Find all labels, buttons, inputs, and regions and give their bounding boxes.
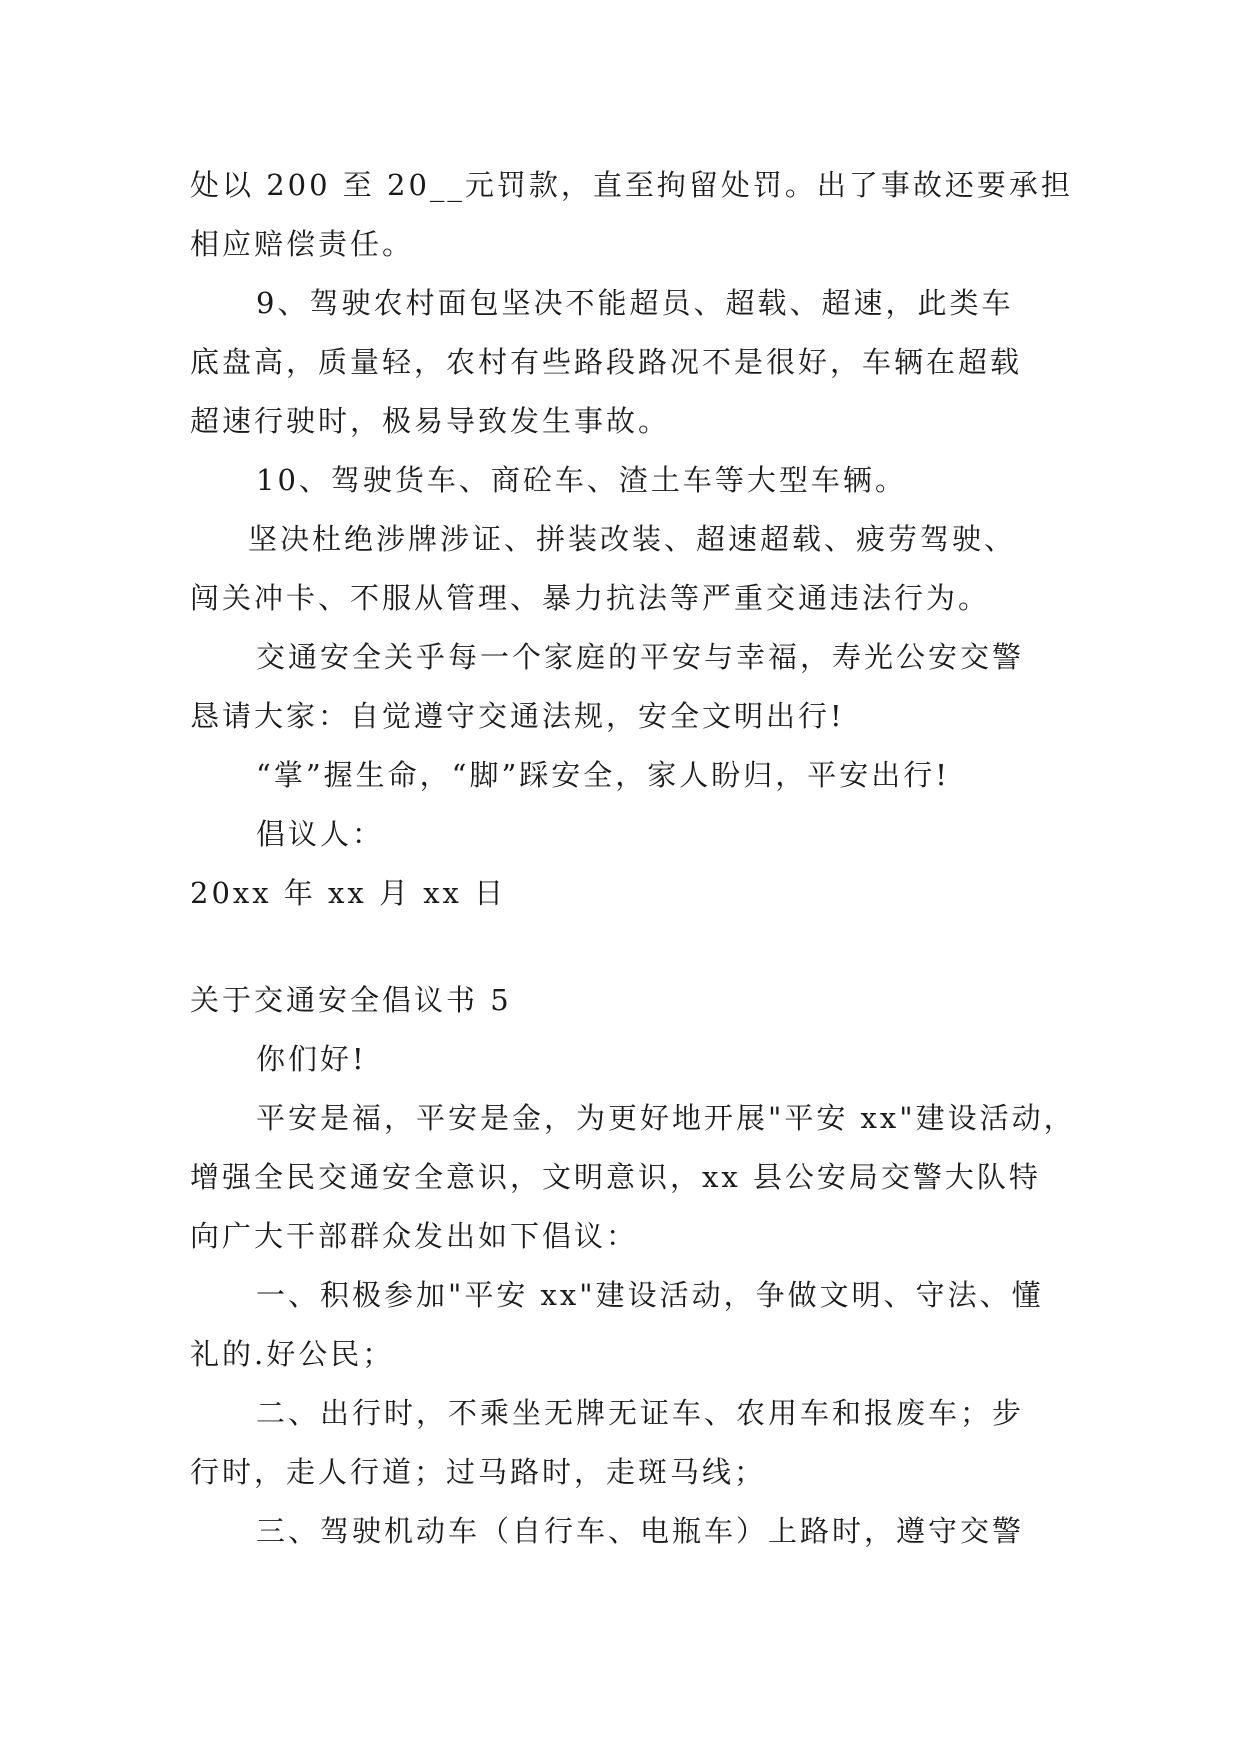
section-title: 关于交通安全倡议书 5 [190, 983, 512, 1017]
text-line: 闯关冲卡、不服从管理、暴力抗法等严重交通违法行为。 [190, 581, 991, 615]
text-line: 超速行驶时，极易导致发生事故。 [190, 404, 671, 438]
text-line: 三、驾驶机动车（自行车、电瓶车）上路时，遵守交警 [256, 1514, 1025, 1548]
text-line: 底盘高，质量轻，农村有些路段路况不是很好，车辆在超载 [190, 345, 1023, 379]
text-line: 一、积极参加"平安 xx"建设活动，争做文明、守法、懂 [256, 1278, 1044, 1312]
text-line: 处以 200 至 20__元罚款，直至拘留处罚。出了事故还要承担 [190, 168, 1073, 202]
text-line: 坚决杜绝涉牌涉证、拼装改装、超速超载、疲劳驾驶、 [248, 522, 1017, 556]
text-line: 倡议人： [256, 817, 385, 851]
text-line: 增强全民交通安全意识，文明意识，xx 县公安局交警大队特 [190, 1160, 1041, 1194]
text-line: 恳请大家：自觉遵守交通法规，安全文明出行! [190, 699, 845, 733]
text-line: 10、驾驶货车、商砼车、渣土车等大型车辆。 [256, 463, 907, 497]
text-line: 向广大干部群众发出如下倡议： [190, 1219, 639, 1253]
text-line: 二、出行时，不乘坐无牌无证车、农用车和报废车；步 [256, 1396, 1025, 1430]
text-line: 行时，走人行道；过马路时，走斑马线； [190, 1455, 767, 1489]
text-line: 交通安全关乎每一个家庭的平安与幸福，寿光公安交警 [256, 640, 1025, 674]
text-line: 平安是福，平安是金，为更好地开展"平安 xx"建设活动， [256, 1101, 1076, 1135]
date-line: 20xx 年 xx 月 xx 日 [190, 876, 507, 910]
text-line: 礼的.好公民； [190, 1337, 395, 1371]
text-line: “掌”握生命，“脚”踩安全，家人盼归，平安出行! [256, 758, 950, 792]
text-line: 相应赔偿责任。 [190, 227, 415, 261]
text-line: 9、驾驶农村面包坚决不能超员、超载、超速，此类车 [256, 286, 1014, 320]
greeting: 你们好! [256, 1042, 367, 1076]
